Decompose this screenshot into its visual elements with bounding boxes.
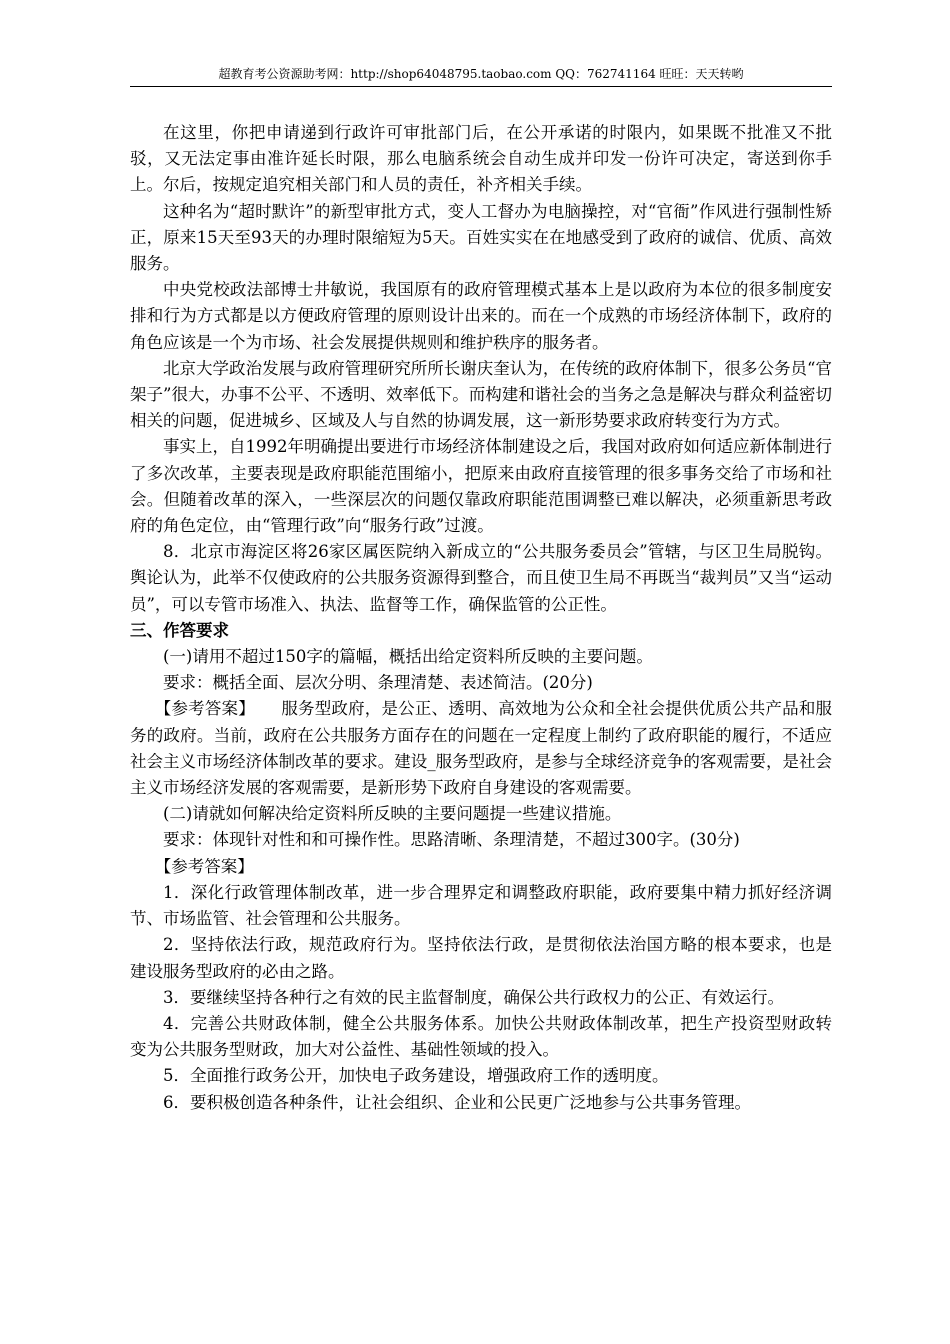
header-divider [130, 86, 832, 87]
answer-item: 5．全面推行政务公开，加快电子政务建设，增强政府工作的透明度。 [163, 1066, 669, 1086]
answer-item: 1．深化行政管理体制改革，进一步合理界定和调整政府职能，政府要集中精力抓好经济调节、市场监管、社会管理和公共服务。 [130, 882, 832, 929]
reference-answer-text: 服务型政府，是公正、透明、高效地为公众和全社会提供优质公共产品和服务的政府。当前，政府在公共服务方面存在的问题在一定程度上制约了政府职能的履行，不适应社会主义市场经济体制改革的要求。建设_服务型政府，是参与全球经济竞争的客观需要，是社会主义市场经济发展的客观需要，是新形势下政府自身建设的客观需要。 [130, 699, 833, 798]
answer-item: 4．完善公共财政体制，健全公共服务体系。加快公共财政体制改革，把生产投资型财政转变为公共服务型财政，加大对公益性、基础性领域的投入。 [130, 1013, 832, 1060]
answer-item: 3．要继续坚持各种行之有效的民主监督制度，确保公共行政权力的公正、有效运行。 [163, 987, 784, 1007]
question-1-requirement: 要求：概括全面、层次分明、条理清楚、表述简洁。(20分) [163, 673, 593, 693]
question-2: (二)请就如何解决给定资料所反映的主要问题提一些建议措施。 [163, 804, 622, 824]
paragraph: 8．北京市海淀区将26家区属医院纳入新成立的“公共服务委员会”管辖，与区卫生局脱钩。舆论认为，此举不仅使政府的公共服务资源得到整合，而且使卫生局不再既当“裁判员”又当“运动员”，可以专管市场准入、执法、监督等工作，确保监管的公正性。 [130, 542, 832, 614]
document-body [130, 120, 832, 1116]
section-heading: 三、作答要求 [130, 620, 229, 640]
paragraph: 中央党校政法部博士井敏说，我国原有的政府管理模式基本上是以政府为本位的很多制度安排和行为方式都是以方便政府管理的原则设计出来的。而在一个成熟的市场经济体制下，政府的角色应该是一个为市场、社会发展提供规则和维护秩序的服务者。 [130, 280, 832, 352]
reference-answer-1 [130, 696, 832, 801]
question-2-requirement: 要求：体现针对性和和可操作性。思路清晰、条理清楚，不超过300字。(30分) [163, 830, 740, 850]
answer-item: 2．坚持依法行政，规范政府行为。坚持依法行政，是贯彻依法治国方略的根本要求，也是建设服务型政府的必由之路。 [130, 935, 832, 981]
paragraph: 这种名为“超时默许”的新型审批方式，变人工督办为电脑操控，对“官衙”作风进行强制性矫正，原来15天至93天的办理时限缩短为5天。百姓实实在在地感受到了政府的诚信、优质、高效服务。 [130, 201, 832, 274]
reference-answer-label: 【参考答案】 [154, 856, 254, 876]
paragraph: 在这里，你把申请递到行政许可审批部门后，在公开承诺的时限内，如果既不批准又不批驳，又无法定事由准许延长时限，那么电脑系统会自动生成并印发一份许可决定，寄送到你手上。尔后，按规定追究相关部门和人员的责任，补齐相关手续。 [130, 123, 832, 195]
page-header: 超教育考公资源助考网：http://shop64048795.taobao.com QQ：762741164 旺旺：天天转哟 [218, 67, 744, 81]
answer-item: 6．要积极创造各种条件，让社会组织、企业和公民更广泛地参与公共事务管理。 [163, 1092, 751, 1112]
paragraph: 北京大学政治发展与政府管理研究所所长谢庆奎认为，在传统的政府体制下，很多公务员“官架子”很大，办事不公平、不透明、效率低下。而构建和谐社会的当务之急是解决与群众利益密切相关的问题，促进城乡、区域及人与自然的协调发展，这一新形势要求政府转变行为方式。 [130, 358, 832, 431]
question-1: (一)请用不超过150字的篇幅，概括出给定资料所反映的主要问题。 [163, 647, 653, 667]
reference-answer-label: 【参考答案】 [154, 699, 255, 719]
paragraph: 事实上，自1992年明确提出要进行市场经济体制建设之后，我国对政府如何适应新体制进行了多次改革，主要表现是政府职能范围缩小，把原来由政府直接管理的很多事务交给了市场和社会。但随着改革的深入，一些深层次的问题仅靠政府职能范围调整已难以解决，必须重新思考政府的角色定位，由“管理行政”向“服务行政”过渡。 [130, 437, 832, 536]
